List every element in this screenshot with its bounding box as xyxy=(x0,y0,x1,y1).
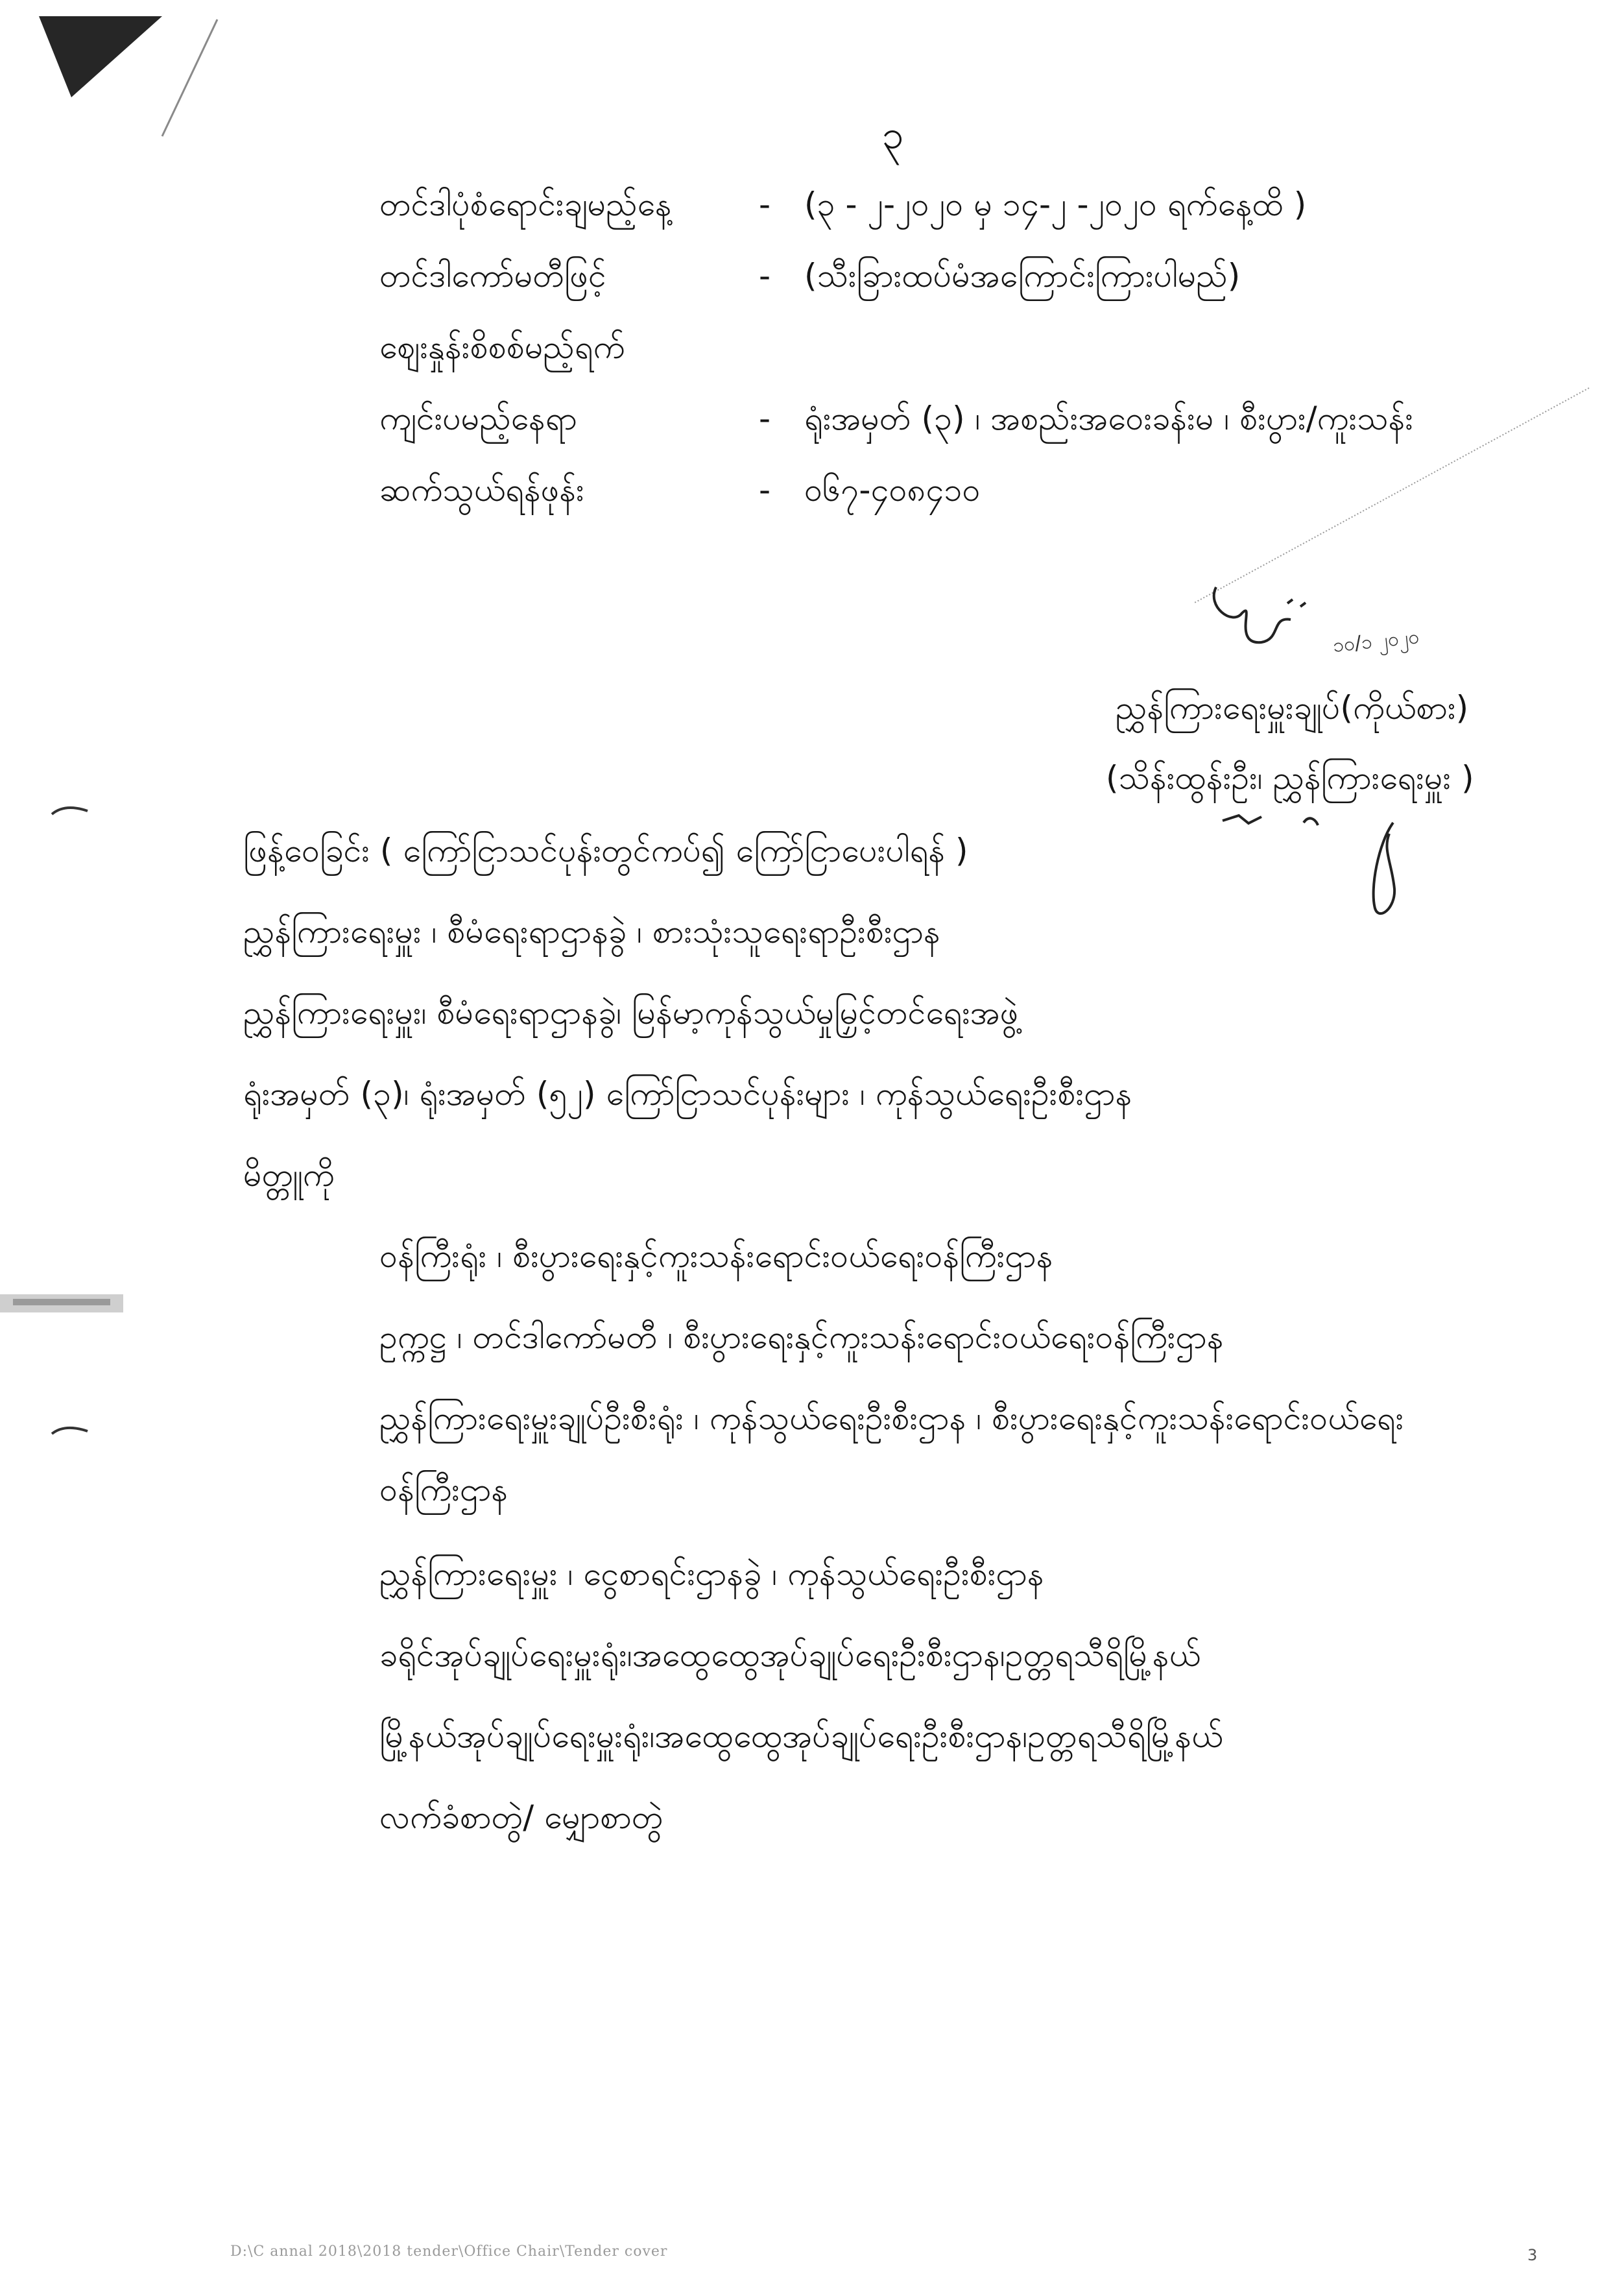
detail-dash: - xyxy=(759,400,771,437)
detail-value: (၃ - ၂-၂၀၂၀ မှ ၁၄-၂ -၂၀၂၀ ရက်နေ့ထိ ) xyxy=(804,186,1307,223)
detail-value: (သီးခြားထပ်မံအကြောင်းကြားပါမည်) xyxy=(804,257,1241,295)
page-number: ၃ xyxy=(882,112,904,158)
detail-value: ရုံးအမှတ် (၃) ၊ အစည်းအဝေးခန်းမ ၊ စီးပွား/ကူးသန်း xyxy=(804,400,1414,437)
distribution-line: ညွှန်ကြားရေးမှူး၊ စီမံရေးရာဌာနခွဲ၊ မြန်မာ့ကုန်သွယ်မှုမြှင့်တင်ရေးအဖွဲ့ xyxy=(243,994,1019,1032)
detail-label: ဆက်သွယ်ရန်ဖုန်း xyxy=(379,471,584,509)
detail-label: တင်ဒါပုံစံရောင်းချမည့်နေ့ xyxy=(379,186,672,223)
detail-label: တင်ဒါကော်မတီဖြင့် xyxy=(379,257,606,295)
handwritten-signature xyxy=(1214,587,1306,642)
distribution-line: ရုံးအမှတ် (၃)၊ ရုံးအမှတ် (၅၂) ကြော်ငြာသင်ပုန်းများ ၊ ကုန်သွယ်ရေးဦးစီးဌာန xyxy=(243,1075,1132,1113)
distribution-heading: ဖြန့်ဝေခြင်း ( ကြော်ငြာသင်ပုန်းတွင်ကပ်၍ ကြော်ငြာပေးပါရန် ) xyxy=(243,832,968,869)
copy-line: မြို့နယ်အုပ်ချုပ်ရေးမှူးရုံး၊အထွေထွေအုပ်ချုပ်ရေးဦးစီးဌာန၊ဥတ္တရသီရိမြို့နယ် xyxy=(379,1717,1223,1755)
detail-dash: - xyxy=(759,186,771,223)
copy-to-heading: မိတ္တူကို xyxy=(243,1156,335,1194)
detail-dash: - xyxy=(759,471,771,509)
copy-line: ဝန်ကြီးဌာန xyxy=(379,1471,508,1508)
copy-line: လက်ခံစာတွဲ/ မျှောစာတွဲ xyxy=(379,1798,663,1836)
corner-page-mark: 3 xyxy=(1527,2246,1538,2264)
detail-label: ကျင်းပမည့်နေရာ xyxy=(379,400,577,437)
detail-value: ၀၆၇-၄၀၈၄၁၀ xyxy=(804,471,981,509)
copy-line: ညွှန်ကြားရေးမှူး ၊ ငွေစာရင်းဌာနခွဲ ၊ ကုန်သွယ်ရေးဦးစီးဌာန xyxy=(379,1555,1044,1593)
detail-label: ဈေးနှုန်းစိစစ်မည့်ရက် xyxy=(379,328,625,366)
copy-line: ခရိုင်အုပ်ချုပ်ရေးမှူးရုံး၊အထွေထွေအုပ်ချုပ်ရေးဦးစီးဌာန၊ဥတ္တရသီရိမြို့နယ် xyxy=(379,1636,1201,1674)
initials-scribble xyxy=(1223,816,1318,825)
detail-dash: - xyxy=(759,257,771,295)
signatory-title: ညွှန်ကြားရေးမှူးချုပ်(ကိုယ်စား) xyxy=(1116,689,1469,727)
footer-file-path: D:\C annal 2018\2018 tender\Office Chair\Tender cover xyxy=(230,2243,668,2260)
signatory-name: (သိန်းထွန်းဦး၊ ညွှန်ကြားရေးမှူး ) xyxy=(1106,759,1474,797)
copy-line: ဥက္ကဋ္ဌ ၊ တင်ဒါကော်မတီ ၊ စီးပွားရေးနှင့်ကူးသန်းရောင်းဝယ်ရေးဝန်ကြီးဌာန xyxy=(379,1318,1224,1356)
copy-line: ညွှန်ကြားရေးမှူးချုပ်ဦးစီးရုံး ၊ ကုန်သွယ်ရေးဦးစီးဌာန ၊ စီးပွားရေးနှင့်ကူးသန်းရောင်းဝယ်ရေး xyxy=(379,1399,1404,1437)
distribution-line: ညွှန်ကြားရေးမှူး ၊ စီမံရေးရာဌာနခွဲ ၊ စားသုံးသူရေးရာဦးစီးဌာန xyxy=(243,913,940,950)
signature-date: ၁၀/၁ ၂၀၂၀ xyxy=(1332,625,1420,657)
initials-scribble xyxy=(1374,823,1394,913)
copy-line: ဝန်ကြီးရုံး ၊ စီးပွားရေးနှင့်ကူးသန်းရောင်းဝယ်ရေးဝန်ကြီးဌာန xyxy=(379,1237,1053,1275)
